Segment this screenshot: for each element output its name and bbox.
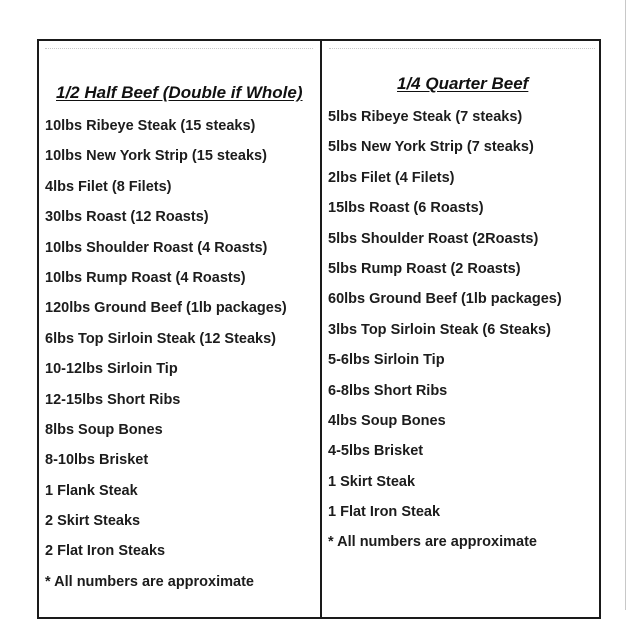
list-item: 8-10lbs Brisket [45,452,149,469]
quarter-beef-heading: 1/4 Quarter Beef [397,74,529,93]
list-item: 10lbs New York Strip (15 steaks) [45,148,267,165]
page-edge-line [625,0,626,610]
approximate-note: * All numbers are approximate [328,534,537,551]
list-item: 12-15lbs Short Ribs [45,391,181,408]
list-item: 1 Flank Steak [45,482,138,499]
column-divider [320,41,322,617]
list-item: 10-12lbs Sirloin Tip [45,361,178,378]
list-item: 10lbs Rump Roast (4 Roasts) [45,269,246,286]
list-item: 15lbs Roast (6 Roasts) [328,200,484,217]
list-item: 5lbs Rump Roast (2 Roasts) [328,260,521,277]
list-item: 5lbs Shoulder Roast (2Roasts) [328,230,539,247]
list-item: 6lbs Top Sirloin Steak (12 Steaks) [45,330,277,347]
list-item: 2 Flat Iron Steaks [45,543,166,560]
list-item: 2 Skirt Steaks [45,513,141,530]
list-item: 60lbs Ground Beef (1lb packages) [328,291,562,308]
dotted-guide-left [45,48,313,49]
list-item: 6-8lbs Short Ribs [328,382,448,399]
list-item: 10lbs Shoulder Roast (4 Roasts) [45,239,268,256]
list-item: 3lbs Top Sirloin Steak (6 Steaks) [328,321,551,338]
list-item: 2lbs Filet (4 Filets) [328,169,455,186]
list-item: 4lbs Filet (8 Filets) [45,178,172,195]
list-item: 5lbs Ribeye Steak (7 steaks) [328,109,523,125]
list-item: 1 Flat Iron Steak [328,504,441,521]
list-item: 120lbs Ground Beef (1lb packages) [45,300,287,317]
half-beef-heading: 1/2 Half Beef (Double if Whole) [56,83,303,102]
beef-cuts-table [37,39,601,619]
quarter-beef-list [328,106,562,562]
list-item: 5lbs New York Strip (7 steaks) [328,139,534,156]
list-item: 8lbs Soup Bones [45,421,163,438]
approximate-note: * All numbers are approximate [45,573,254,590]
half-beef-list [45,115,287,601]
list-item: 30lbs Roast (12 Roasts) [45,209,209,226]
list-item: 5-6lbs Sirloin Tip [328,352,445,369]
list-item: 4lbs Soup Bones [328,412,446,429]
list-item: 1 Skirt Steak [328,473,416,490]
list-item: 4-5lbs Brisket [328,443,424,460]
list-item: 10lbs Ribeye Steak (15 steaks) [45,118,256,134]
dotted-guide-right [329,48,595,49]
